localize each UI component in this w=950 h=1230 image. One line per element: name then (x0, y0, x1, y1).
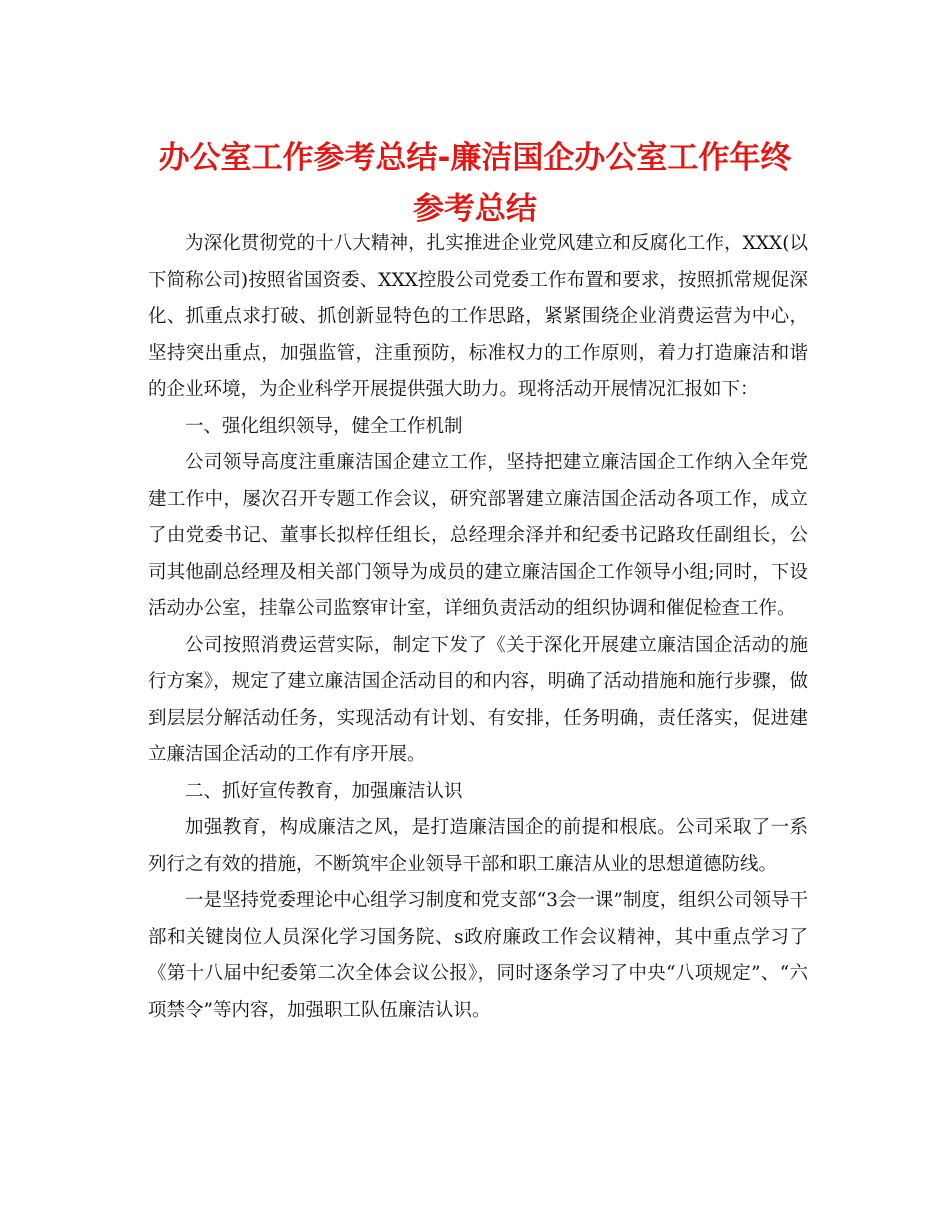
paragraph-study-system: 一是坚持党委理论中心组学习制度和党支部“3会一课”制度，组织公司领导干部和关键岗位人员深化学习国务院、s政府廉政工作会议精神，其中重点学习了《第十八届中纪委第二次全体会议公报》，同时逐条学习了中央“八项规定”、“六项禁令”等内容，加强职工队伍廉洁认识。 (148, 890, 808, 1021)
paragraph-education: 加强教育，构成廉洁之风，是打造廉洁国企的前提和根底。公司采取了一系列行之有效的措施，不断筑牢企业领导干部和职工廉洁从业的思想道德防线。 (148, 817, 808, 875)
section-heading-1: 一、强化组织领导，健全工作机制 (185, 415, 463, 437)
paragraph-intro: 为深化贯彻党的十八大精神，扎实推进企业党风建立和反腐化工作，XXX(以下简称公司)按照省国资委、XXX控股公司党委工作布置和要求，按照抓常规促深化、抓重点求打破、抓创新显特色的工作思路，紧紧围绕企业消费运营为中心，坚持突出重点，加强监管，注重预防，标准权力的工作原则，着力打造廉洁和谐的企业环境，为企业科学开展提供强大助力。现将活动开展情况汇报如下： (148, 233, 808, 400)
section-heading-2: 二、抓好宣传教育，加强廉洁认识 (185, 780, 463, 802)
paragraph-implementation-plan: 公司按照消费运营实际，制定下发了《关于深化开展建立廉洁国企活动的施行方案》，规定了建立廉洁国企活动目的和内容，明确了活动措施和施行步骤，做到层层分解活动任务，实现活动有计划、有安排，任务明确，责任落实，促进建立廉洁国企活动的工作有序开展。 (148, 634, 808, 765)
document-title-line-1: 办公室工作参考总结-廉洁国企办公室工作年终 (158, 140, 792, 176)
document-body (148, 226, 808, 1029)
paragraph-leadership: 公司领导高度注重廉洁国企建立工作，坚持把建立廉洁国企工作纳入全年党建工作中，屡次召开专题工作会议，研究部署建立廉洁国企活动各项工作，成立了由党委书记、董事长拟梓任组长，总经理余泽并和纪委书记路玫任副组长，公司其他副总经理及相关部门领导为成员的建立廉洁国企工作领导小组;同时，下设活动办公室，挂靠公司监察审计室，详细负责活动的组织协调和催促检查工作。 (148, 452, 808, 619)
document-title-line-2: 参考总结 (413, 191, 537, 227)
